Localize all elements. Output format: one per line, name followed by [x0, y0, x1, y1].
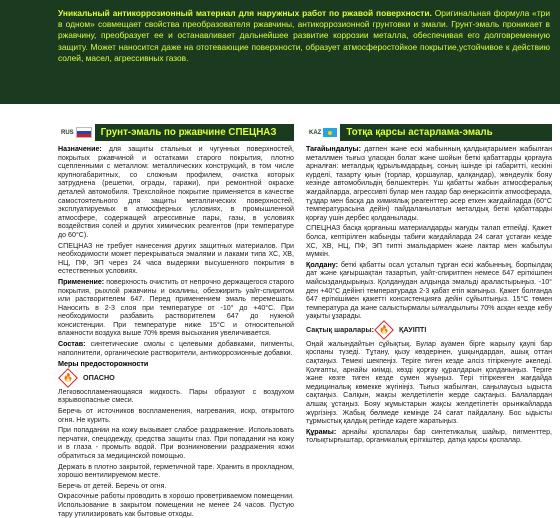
ru-hazard: [58, 371, 294, 385]
ru-purpose-p2: СПЕЦНАЗ не требует нанесения других защитных материалов. При необходимости может перекрываться эмалями и лаками типа ХС, ХВ, НЦ, ПФ, ЭП через 24 часа выдержки высушенного покрытия в естественных условиях.: [58, 241, 294, 276]
kz-usage-text: беткі қабатты осал ұсталып тұрған ескі жабынның, борпылдақ дат және қағыршақтан тазартып, уайт-спиритпен немесе 647 еріткішпен майсыздандырыңыз. Қолданудан алдында эмальді араластырыңыз. -10° ден +40°C дейінгі температурада 2-3 қабат етіп жағыңыз. Қажет болғанда 647 еріткішімен қажетті консистенцияға дейін сұйылтыңыз. 15°С төмен температура да және салыстырмалы ылғалдылығы 70% асқан кезде кебу уақыты ұзарады.: [306, 260, 552, 321]
lang-code-kz: KAZ: [309, 129, 322, 136]
lang-badge-ru: [58, 124, 95, 141]
ru-danger-word: ОПАСНО: [83, 372, 115, 382]
ru-composition-text: синтетические смолы с целевыми добавками, пигменты, наполнители, органические растворители, антикоррозионные добавки.: [58, 340, 294, 357]
intro-bold: Уникальный антикоррозионный материал для наружных работ по ржавой поверхности.: [58, 8, 432, 18]
intro-block: [0, 0, 560, 104]
ru-composition: [58, 340, 294, 357]
ru-safety-line: Легковоспламеняющаяся жидкость. Пары образуют с воздухом взрывоопасные смеси.: [58, 387, 294, 405]
russian-title: Грунт-эмаль по ржавчине СПЕЦНАЗ: [100, 127, 277, 138]
kazakh-header: [306, 124, 552, 141]
ru-usage-text: поверхность очистить от непрочно держащегося старого покрытия, рыхлой ржавчины и окалины, обезжирить уайт-спиритом или растворителем 647. Перед применением эмаль перемешать. Наносить в 2-3 слоя при температуре от -10° до +40°С. При необходимости разбавить растворителем 647 до нужной консистенции. При температуре ниже 15°С и относительной влажности воздуха выше 70% время высыхания увеличивается.: [58, 277, 294, 338]
kz-safety-title: Сақтық шаралары:: [306, 324, 374, 334]
kazakh-column: [306, 124, 552, 504]
russia-flag-icon: [76, 127, 92, 138]
flame-hazard-icon: 🔥: [58, 368, 78, 388]
ru-usage-label: Применение:: [58, 277, 105, 286]
ru-precautions-title: Меры предосторожности: [58, 359, 149, 369]
ru-purpose-label: Назначение:: [58, 145, 102, 153]
kz-hazard: [306, 323, 552, 337]
kz-purpose-label: Тағайындалуы:: [306, 145, 361, 153]
kazakh-body: [306, 145, 552, 445]
lang-code-ru: RUS: [61, 129, 74, 136]
lang-badge-kz: [306, 124, 340, 141]
kz-danger-word: ҚАУІПТІ: [399, 324, 427, 334]
intro-text: Оригинальная формула «три в одном» совмещает свойства преобразователя ржавчины, антикоррозионной грунтовки и эмали. Грунт-эмаль проникает в ржавчину, преобразует ее и останавливает дальнейшее развитие коррозии металла, обеспечивая его долговременную защиту. Может наносится даже на ототевающие поверхности, образует атмосферостойкое покрытие,устойчивое к действию солей, масел, агрессивных газов.: [58, 8, 550, 63]
columns: [58, 124, 552, 518]
kz-usage-label: Қолдану:: [306, 260, 338, 269]
russian-body: [58, 145, 294, 518]
flame-hazard-icon: 🔥: [374, 320, 394, 340]
ru-safety-line: Беречь от источников воспламенения, нагревания, искр, открытого огня. Не курить.: [58, 407, 294, 424]
russian-column: [58, 124, 294, 518]
separator-strip: [0, 104, 560, 122]
ru-purpose: [58, 145, 294, 240]
kz-purpose: [306, 145, 552, 222]
kz-usage: [306, 261, 552, 321]
ru-safety-line: Окрасочные работы проводить в хорошо проветриваемом помещении. Использование в закрытом помещении не менее 24 часов. Пустую тару утилизировать как бытовые отходы.: [58, 492, 294, 518]
ru-usage: [58, 278, 294, 338]
ru-safety-line: Беречь от детей. Беречь от огня.: [58, 481, 167, 490]
russian-header: [58, 124, 294, 141]
ru-safety-line: Держать в плотно закрытой, герметичной таре. Хранить в прохладном, хорошо вентилируемом месте.: [58, 462, 294, 480]
kazakhstan-flag-icon: [323, 128, 337, 137]
kz-safety-text: Оңай жалындайтын сұйықтық. Булар ауамен бірге жарылу қаупі бар қоспаны түзеді. Тұтану, қызу көздерінен, ұшқындардан, ашық оттан сақтаңыз. Темекі шекпеңіз. Теріге тиген кезде әлсіз тітіркенуге әкеледі. Қолғапты, арнайы киімді, көзді қорғау құралдарын қолданыңыз. Теріге және көзге тиген кезде сумен жуыңыз. Тері тітіркенген жағдайда медициналық көмекке жүгініңіз. Тығыз жабылған, саңылаусыз ыдыста сақтаңыз. Салқын, жақсы желдетілетін жерде сақтаңыз. Балалардан алшақ ұстаңыз. Бояу жұмыстарын жақсы желдетілетін орынжайларда жүргізіңіз. Жабық бөлмеде кемінде 24 сағат пайдалану. Бос ыдысты тұрмыстық қалдық ретінде кәдеге жаратыңыз.: [306, 339, 552, 426]
ru-composition-label: Состав:: [58, 340, 86, 349]
kz-purpose-text: датпен және ескі жабынның қалдықтарымен жабылған металлмен тығыз ұласқан болат және шойын беткі қабаттарды қорғауға арналған: металдық құрылымдардың, соның ішінде ірі габаритті, кескіні күрделі, тазарту қиын (торлар, қоршаулар, қалқандар), жөндеулік бояу кезінде автомобильдің бөлшектерін. Үш қабатты жабын атмосфералық жағдайларда, агрессивті булар мен газдар бар өнеркәсіптік атмосферада, тұздар мен басқа да химиялық реагенттер әсер еткен жағдайларда (60°С температурасына дейін) пайдаланылатын металдық беткі қабаттарды қорғау үшін дербес қолданылады.: [306, 145, 552, 222]
kz-composition: [306, 428, 552, 445]
kz-composition-text: арнайы қоспалары бар синтетикалық шайыр, пигменттер, толықтырғыштар, органикалық еріткіштер, датқа қарсы қоспалар.: [306, 427, 552, 445]
ru-purpose-text: для защиты стальных и чугунных поверхностей, покрытых ржавчиной и остатками старого покрытия, плотно сцепленными с металлом: металлических конструкций, в том числе крупногабаритных, со сложным профилем, очистка которых затруднена (решетки, ограды, гаражи), при ремонтной окраске деталей автомобиля. Трехслойное покрытие применяется в качестве самостоятельного для защиты металлических поверхностей, эксплуатируемых в атмосферных условиях, в промышленной атмосфере, содержащей агрессивные пары, газы, в условиях воздействия солей и других химических реагентов (при температуре до 60°С).: [58, 145, 294, 239]
ru-safety-line: При попадании на кожу вызывает слабое раздражение. Использовать перчатки, спецодежду, средства защиты глаз. При попадании на кожу и в глаза - промыть водой. При возникновении раздражения кожи обратиться за медицинской помощью.: [58, 426, 294, 460]
kz-composition-label: Құрамы:: [306, 427, 337, 436]
kz-purpose-p2: СПЕЦНАЗ басқа қорғаныш материалдарды жағуды талап етпейді. Қажет болса, кептірілген жабынды табиғи жағдайларда 24 сағат ұстаған кезде ХС, ХВ, НЦ, ПФ, ЭП типті эмальдармен және лактар мен жабылуы мүмкін.: [306, 224, 552, 259]
kazakh-title: Тотқа қарсы астарлама-эмаль: [346, 127, 493, 138]
